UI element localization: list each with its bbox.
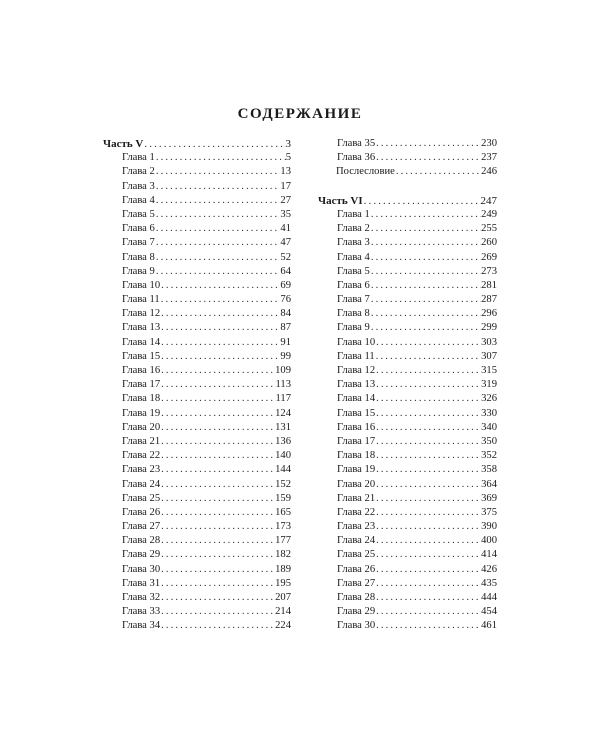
- toc-entry[interactable]: [103, 520, 291, 534]
- toc-spacer: [318, 180, 497, 194]
- toc-entry-label: Глава 23: [122, 464, 161, 476]
- toc-entry-page: 369: [481, 492, 497, 504]
- toc-entry-label: Глава 26: [122, 506, 161, 518]
- toc-entry-label: Глава 20: [337, 478, 376, 490]
- dot-leader: [375, 506, 481, 520]
- toc-entry-label: Глава 15: [122, 350, 161, 362]
- toc-entry-page: 375: [481, 506, 497, 518]
- toc-entry-page: 269: [481, 251, 497, 263]
- toc-entry[interactable]: [103, 392, 291, 406]
- toc-entry[interactable]: [318, 463, 497, 477]
- dot-leader: [375, 492, 481, 506]
- toc-entry-page: 76: [280, 294, 291, 306]
- dot-leader: [370, 208, 481, 222]
- toc-entry-label: Глава 3: [122, 180, 155, 192]
- toc-entry-label: Глава 30: [337, 620, 376, 632]
- toc-entry-label: Глава 11: [337, 350, 375, 362]
- dot-leader: [160, 293, 281, 307]
- toc-entry-page: 173: [275, 521, 291, 533]
- toc-entry-label: Глава 3: [337, 237, 370, 249]
- toc-part-entry[interactable]: [318, 194, 497, 208]
- toc-entry[interactable]: [318, 421, 497, 435]
- toc-entry-page: 182: [275, 549, 291, 561]
- toc-entry-page: 136: [275, 435, 291, 447]
- toc-entry-page: 87: [280, 322, 291, 334]
- toc-entry-label: Глава 6: [122, 223, 155, 235]
- toc-entry-label: Глава 13: [122, 322, 161, 334]
- toc-entry[interactable]: [103, 619, 291, 633]
- toc-entry[interactable]: [318, 520, 497, 534]
- dot-leader: [375, 605, 481, 619]
- toc-entry-label: Глава 25: [337, 549, 376, 561]
- toc-entry-page: 64: [280, 265, 291, 277]
- toc-entry-label: Глава 1: [337, 208, 370, 220]
- toc-entry-label: Глава 27: [337, 577, 376, 589]
- toc-entry-page: 454: [481, 606, 497, 618]
- toc-entry-page: 273: [481, 265, 497, 277]
- toc-entry-label: Глава 16: [337, 421, 376, 433]
- toc-entry[interactable]: [318, 492, 497, 506]
- dot-leader: [375, 137, 481, 151]
- dot-leader: [375, 336, 481, 350]
- dot-leader: [155, 222, 281, 236]
- toc-entry-label: Глава 28: [122, 535, 161, 547]
- dot-leader: [375, 407, 481, 421]
- toc-entry-page: 124: [275, 407, 291, 419]
- toc-entry-page: 207: [275, 592, 291, 603]
- toc-entry-page: 390: [481, 521, 497, 533]
- toc-entry-label: Глава 6: [337, 279, 370, 291]
- toc-entry[interactable]: [103, 577, 291, 591]
- toc-entry[interactable]: [103, 194, 291, 208]
- dot-leader: [370, 251, 481, 265]
- toc-entry-label: Глава 14: [337, 393, 376, 405]
- toc-entry-page: 400: [481, 535, 497, 547]
- toc-entry-page: 315: [481, 365, 497, 376]
- toc-entry-label: Глава 29: [337, 606, 376, 618]
- toc-entry-page: 84: [280, 308, 291, 320]
- toc-entry-label: Глава 8: [337, 308, 370, 320]
- toc-entry[interactable]: [103, 548, 291, 562]
- dot-leader: [160, 307, 280, 321]
- dot-leader: [375, 563, 481, 577]
- toc-entry-label: Глава 21: [122, 435, 161, 447]
- toc-entry[interactable]: [318, 506, 497, 520]
- toc-entry-page: 296: [481, 308, 497, 320]
- toc-entry-page: 69: [280, 279, 291, 291]
- toc-entry-label: Глава 15: [337, 407, 376, 419]
- toc-entry-page: 3: [285, 138, 291, 150]
- toc-entry-label: Глава 14: [122, 336, 161, 348]
- dot-leader: [160, 492, 275, 506]
- toc-entry[interactable]: [318, 548, 497, 562]
- toc-entry-label: Глава 18: [337, 450, 376, 462]
- toc-entry-page: 165: [275, 506, 291, 518]
- toc-entry-page: 27: [280, 194, 291, 206]
- dot-leader: [155, 236, 281, 250]
- dot-leader: [363, 194, 481, 208]
- toc-entry[interactable]: [103, 605, 291, 619]
- toc-entry-page: 326: [481, 393, 497, 405]
- dot-leader: [160, 279, 280, 293]
- dot-leader: [370, 321, 481, 335]
- toc-entry-page: 330: [481, 407, 497, 419]
- dot-leader: [155, 180, 281, 194]
- dot-leader: [375, 548, 481, 562]
- dot-leader: [160, 563, 275, 577]
- toc-entry-page: 414: [481, 549, 497, 561]
- toc-entry-page: 461: [481, 620, 497, 632]
- dot-leader: [155, 194, 281, 208]
- toc-entry-label: Глава 4: [122, 194, 155, 206]
- dot-leader: [155, 251, 281, 265]
- toc-entry-label: Глава 26: [337, 563, 376, 575]
- toc-entry-label: Глава 2: [337, 223, 370, 235]
- toc-entry[interactable]: [318, 534, 497, 548]
- page-title: СОДЕРЖАНИЕ: [237, 106, 363, 122]
- dot-leader: [375, 350, 481, 364]
- toc-entry[interactable]: [318, 293, 497, 307]
- toc-entry-page: 319: [481, 379, 497, 391]
- toc-entry-label: Глава 4: [337, 251, 370, 263]
- toc-entry-page: 260: [481, 237, 497, 249]
- toc-entry-page: 287: [481, 294, 497, 306]
- toc-entry[interactable]: [103, 435, 291, 449]
- dot-leader: [160, 392, 275, 406]
- toc-entry[interactable]: [318, 577, 497, 591]
- dot-leader: [160, 421, 275, 435]
- toc-entry-label: Глава 31: [122, 577, 161, 589]
- toc-entry-label: Глава 17: [122, 379, 161, 391]
- toc-entry[interactable]: [103, 279, 291, 293]
- toc-entry-label: Глава 1: [122, 152, 155, 164]
- dot-leader: [375, 364, 481, 378]
- toc-entry-page: 281: [481, 279, 497, 291]
- dot-leader: [395, 165, 481, 179]
- toc-entry-page: 152: [275, 478, 291, 490]
- dot-leader: [160, 506, 275, 520]
- toc-entry-label: Глава 11: [122, 294, 160, 306]
- dot-leader: [375, 378, 481, 392]
- toc-entry-label: Глава 19: [122, 407, 161, 419]
- toc-entry[interactable]: [103, 321, 291, 335]
- dot-leader: [160, 378, 275, 392]
- toc-entry[interactable]: [103, 151, 291, 165]
- toc-entry-page: 113: [275, 379, 291, 391]
- toc-entry-page: 299: [481, 322, 497, 334]
- dot-leader: [160, 605, 275, 619]
- toc-entry[interactable]: [103, 563, 291, 577]
- toc-entry-page: 35: [280, 208, 291, 220]
- toc-entry[interactable]: [318, 265, 497, 279]
- toc-entry-label: Глава 17: [337, 435, 376, 447]
- toc-entry-page: 117: [275, 393, 291, 405]
- dot-leader: [160, 336, 280, 350]
- toc-entry-page: 426: [481, 563, 497, 575]
- toc-entry[interactable]: [318, 619, 497, 633]
- toc-entry-page: 109: [275, 365, 291, 376]
- toc-entry[interactable]: [318, 165, 497, 179]
- toc-entry-page: 17: [280, 180, 291, 192]
- toc-entry[interactable]: [318, 321, 497, 335]
- dot-leader: [160, 435, 275, 449]
- dot-leader: [160, 577, 275, 591]
- dot-leader: [375, 619, 481, 633]
- toc-entry[interactable]: [318, 222, 497, 236]
- dot-leader: [160, 520, 275, 534]
- dot-leader: [375, 421, 481, 435]
- dot-leader: [160, 364, 275, 378]
- toc-part-entry[interactable]: [103, 137, 291, 151]
- toc-entry-page: 303: [481, 336, 497, 348]
- dot-leader: [370, 265, 481, 279]
- toc-entry-page: 13: [280, 166, 291, 178]
- toc-entry[interactable]: [103, 407, 291, 421]
- toc-entry-page: 237: [481, 152, 497, 164]
- toc-entry[interactable]: [318, 208, 497, 222]
- dot-leader: [375, 435, 481, 449]
- dot-leader: [375, 520, 481, 534]
- toc-entry-label: Глава 24: [122, 478, 161, 490]
- toc-entry[interactable]: [103, 350, 291, 364]
- toc-entry-label: Часть VI: [318, 194, 363, 207]
- dot-leader: [160, 321, 280, 335]
- dot-leader: [160, 619, 275, 633]
- toc-entry[interactable]: [318, 151, 497, 165]
- toc-entry-page: 340: [481, 421, 497, 433]
- toc-entry[interactable]: [103, 251, 291, 265]
- toc-entry-page: 5: [285, 152, 291, 164]
- toc-entry-page: 350: [481, 435, 497, 447]
- toc-entry-label: Глава 2: [122, 166, 155, 178]
- toc-entry[interactable]: [103, 421, 291, 435]
- toc-entry-label: Глава 5: [122, 208, 155, 220]
- toc-entry[interactable]: [318, 336, 497, 350]
- toc-entry[interactable]: [103, 364, 291, 378]
- toc-entry-label: Глава 12: [122, 308, 161, 320]
- toc-entry[interactable]: [318, 137, 497, 151]
- toc-entry-page: 246: [481, 166, 497, 178]
- toc-entry-label: Глава 12: [337, 365, 376, 376]
- dot-leader: [155, 265, 281, 279]
- toc-entry-label: Глава 10: [122, 279, 161, 291]
- toc-entry-page: 189: [275, 563, 291, 575]
- toc-entry-label: Глава 9: [337, 322, 370, 334]
- toc-entry[interactable]: [103, 236, 291, 250]
- toc-entry-page: 144: [275, 464, 291, 476]
- dot-leader: [370, 236, 481, 250]
- toc-entry-label: Глава 20: [122, 421, 161, 433]
- toc-entry-page: 47: [280, 237, 291, 249]
- toc-entry-label: Глава 35: [337, 138, 376, 149]
- dot-leader: [375, 392, 481, 406]
- toc-entry[interactable]: [103, 463, 291, 477]
- toc-entry[interactable]: [318, 449, 497, 463]
- toc-entry-page: 41: [280, 223, 291, 235]
- toc-entry-page: 159: [275, 492, 291, 504]
- toc-entry[interactable]: [103, 265, 291, 279]
- dot-leader: [375, 534, 481, 548]
- dot-leader: [160, 463, 275, 477]
- toc-entry[interactable]: [318, 307, 497, 321]
- toc-entry[interactable]: [318, 350, 497, 364]
- toc-entry-label: Глава 24: [337, 535, 376, 547]
- toc-entry-page: 249: [481, 208, 497, 220]
- toc-entry-page: 307: [481, 350, 497, 362]
- dot-leader: [375, 151, 481, 165]
- toc-entry-label: Глава 21: [337, 492, 376, 504]
- toc-entry-label: Глава 30: [122, 563, 161, 575]
- toc-entry-label: Глава 23: [337, 521, 376, 533]
- toc-entry-page: 352: [481, 450, 497, 462]
- toc-entry-label: Глава 27: [122, 521, 161, 533]
- toc-entry-label: Глава 13: [337, 379, 376, 391]
- dot-leader: [375, 478, 481, 492]
- dot-leader: [155, 208, 281, 222]
- toc-entry-label: Глава 29: [122, 549, 161, 561]
- toc-entry[interactable]: [318, 392, 497, 406]
- dot-leader: [370, 222, 481, 236]
- toc-entry[interactable]: [103, 222, 291, 236]
- toc-entry-page: 247: [480, 194, 497, 207]
- dot-leader: [155, 165, 281, 179]
- toc-entry-page: 214: [275, 606, 291, 618]
- toc-entry[interactable]: [318, 251, 497, 265]
- dot-leader: [375, 577, 481, 591]
- toc-entry-label: Глава 22: [337, 506, 376, 518]
- toc-entry[interactable]: [103, 506, 291, 520]
- toc-column-left: [103, 137, 291, 634]
- toc-entry[interactable]: [318, 605, 497, 619]
- toc-entry[interactable]: [318, 435, 497, 449]
- toc-entry-label: Глава 22: [122, 450, 161, 462]
- toc-entry-label: Глава 34: [122, 620, 161, 632]
- toc-entry[interactable]: [103, 478, 291, 492]
- toc-entry-label: Глава 7: [122, 237, 155, 249]
- toc-entry[interactable]: [103, 293, 291, 307]
- toc-entry[interactable]: [103, 165, 291, 179]
- toc-entry-label: Глава 28: [337, 592, 376, 603]
- toc-entry[interactable]: [103, 336, 291, 350]
- toc-entry-page: 140: [275, 450, 291, 462]
- toc-entry[interactable]: [318, 279, 497, 293]
- toc-entry-page: 255: [481, 223, 497, 235]
- dot-leader: [160, 591, 275, 605]
- toc-entry[interactable]: [318, 478, 497, 492]
- dot-leader: [375, 463, 481, 477]
- toc-entry-page: 177: [275, 535, 291, 547]
- toc-entry-label: Глава 5: [337, 265, 370, 277]
- toc-entry[interactable]: [318, 407, 497, 421]
- toc-entry-label: Часть V: [103, 138, 144, 150]
- dot-leader: [370, 307, 481, 321]
- toc-entry-page: 358: [481, 464, 497, 476]
- toc-entry-page: 224: [275, 620, 291, 632]
- toc-entry-label: Глава 7: [337, 294, 370, 306]
- toc-entry-page: 52: [280, 251, 291, 263]
- toc-entry[interactable]: [103, 534, 291, 548]
- toc-entry[interactable]: [318, 364, 497, 378]
- toc-entry-page: 230: [481, 138, 497, 149]
- toc-entry-page: 444: [481, 592, 497, 603]
- toc-entry[interactable]: [103, 378, 291, 392]
- dot-leader: [160, 478, 275, 492]
- dot-leader: [143, 137, 285, 151]
- dot-leader: [160, 548, 275, 562]
- dot-leader: [160, 407, 275, 421]
- dot-leader: [370, 279, 481, 293]
- toc-entry-label: Глава 18: [122, 393, 161, 405]
- toc-entry-label: Глава 25: [122, 492, 161, 504]
- toc-entry-page: 364: [481, 478, 497, 490]
- toc-entry-label: Глава 8: [122, 251, 155, 263]
- toc-entry-page: 435: [481, 577, 497, 589]
- toc-entry[interactable]: [103, 591, 291, 605]
- toc-entry-label: Глава 33: [122, 606, 161, 618]
- toc-entry[interactable]: [103, 492, 291, 506]
- dot-leader: [370, 293, 481, 307]
- toc-entry[interactable]: [103, 208, 291, 222]
- toc-entry-page: 195: [275, 577, 291, 589]
- toc-entry-page: 131: [275, 421, 291, 433]
- toc-entry[interactable]: [103, 307, 291, 321]
- dot-leader: [160, 350, 280, 364]
- toc-entry[interactable]: [318, 591, 497, 605]
- dot-leader: [155, 151, 286, 165]
- toc-entry-label: Послесловие: [336, 166, 395, 178]
- toc-entry-label: Глава 19: [337, 464, 376, 476]
- toc-entry-page: 91: [280, 336, 291, 348]
- dot-leader: [375, 591, 481, 605]
- toc-entry[interactable]: [318, 563, 497, 577]
- toc-entry[interactable]: [103, 449, 291, 463]
- dot-leader: [160, 534, 275, 548]
- toc-entry-label: Глава 16: [122, 365, 161, 376]
- toc-entry-label: Глава 36: [337, 152, 376, 164]
- toc-entry-label: Глава 10: [337, 336, 376, 348]
- toc-column-right: [318, 137, 497, 634]
- toc-entry[interactable]: [103, 180, 291, 194]
- toc-entry-label: Глава 32: [122, 592, 161, 603]
- toc-entry[interactable]: [318, 378, 497, 392]
- toc-entry[interactable]: [318, 236, 497, 250]
- dot-leader: [160, 449, 275, 463]
- toc-entry-label: Глава 9: [122, 265, 155, 277]
- toc-entry-page: 99: [280, 350, 291, 362]
- dot-leader: [375, 449, 481, 463]
